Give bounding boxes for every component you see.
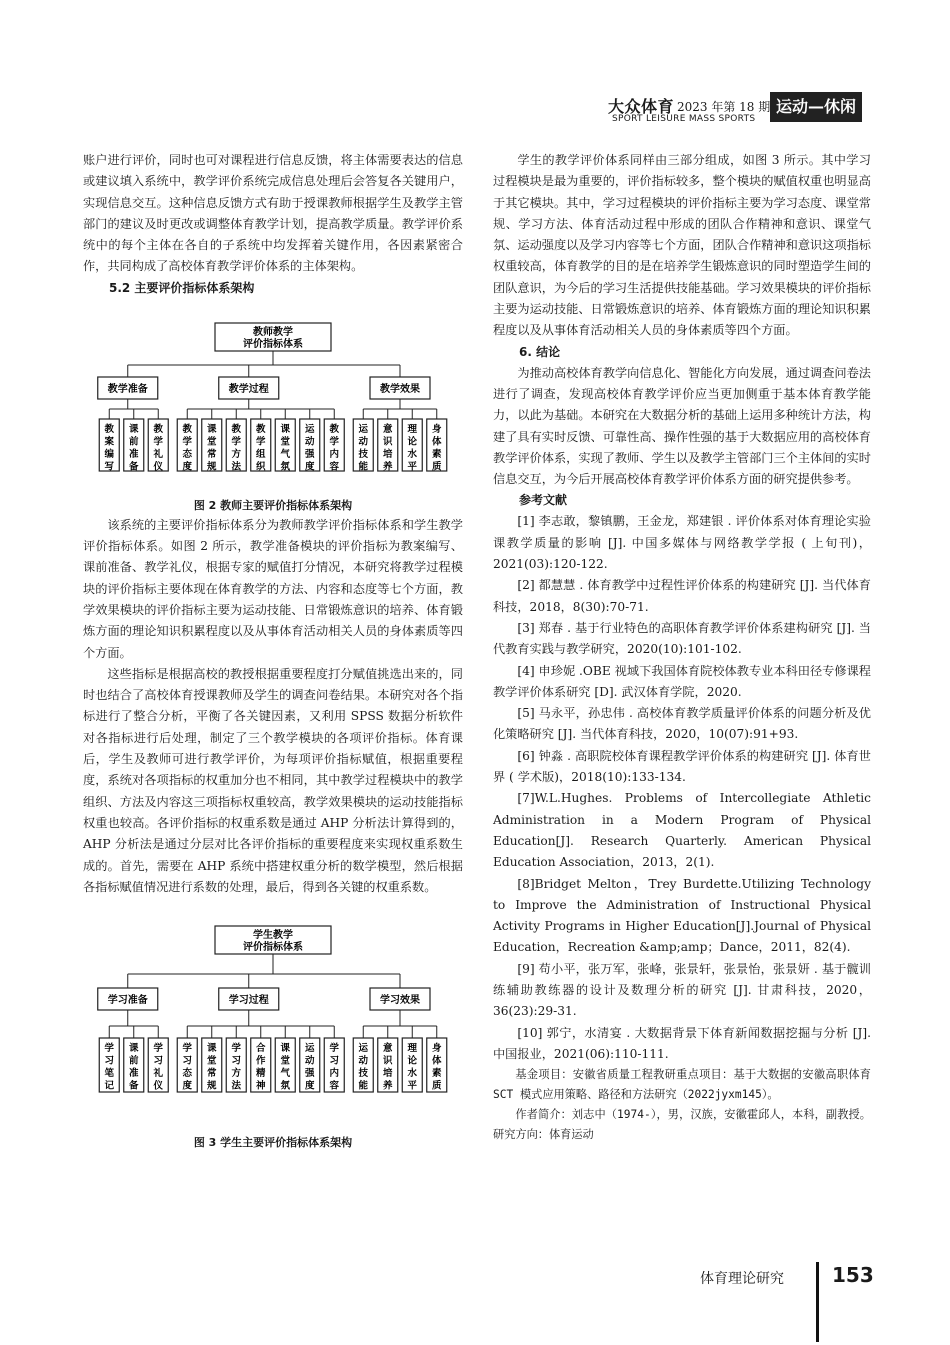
body-paragraph: 这些指标是根据高校的教授根据重要程度打分赋值挑选出来的，同时也结合了高校体育授课教师及学生的调查问卷结果。本研究对各个指标进行了整合分析，平衡了各关键因素，又利用 SPSS 数据分析软件对各指标进行后处理，制定了三个教学模块的各项评价指标。体育课后，学生及教师可进行教学评价，为每项评价指标赋值，根据重要程度，系统对各项指标的权重加分也不相同，其中教学过程模块中的教学组织、方法及内容这三项指标权重较高，教学效果模块的运动技能指标权重也较高。各评价指标的权重系数是通过 AHP 分析法计算得到的，AHP 分析法是通过分层对比各评价指标的重要程度来实现权重系数生成的。首先，需要在 AHP 系统中搭建权重分析的数学模型，然后根据各指标赋值情况进行系数的处理，最后，得到各关键的权重系数。	[83, 666, 463, 894]
leaf-node-label: 教学内容	[329, 423, 340, 473]
leaf-node-label: 合作精神	[255, 1043, 266, 1092]
leaf-node-label: 课堂常规	[206, 1043, 217, 1092]
magazine-subtitle: SPORT LEISURE MASS SPORTS	[612, 114, 756, 124]
figure-caption: 图 2 教师主要评价指标体系架构	[193, 498, 353, 512]
references-title: 参考文献	[519, 493, 568, 508]
magazine-title: 大众体育	[608, 97, 675, 116]
root-node-label: 教师教学	[253, 326, 293, 338]
footer-section-label: 体育理论研究	[700, 1271, 784, 1287]
leaf-node-label: 意识培养	[382, 1043, 393, 1092]
leaf-node-label: 学习内容	[329, 1043, 340, 1092]
leaf-node-label: 意识培养	[382, 423, 393, 473]
root-node-label: 学生教学	[253, 930, 293, 942]
student-index-tree-diagram	[83, 924, 463, 1124]
group-node-label: 学习准备	[107, 995, 148, 1007]
column-tag: 运动—休闲	[770, 92, 862, 122]
reference-item: [2] 都慧慧 . 体育教学中过程性评价体系的构建研究 [J]. 当代体育科技，2018，8(30):70-71.	[493, 578, 871, 614]
leaf-node-label: 运动强度	[304, 423, 315, 473]
body-paragraph: 为推动高校体育教学向信息化、智能化方向发展，通过调查问卷法进行了调查，发现高校体育教学评价应当更加侧重于基本体育教学能力，以此为基础。本研究在大数据分析的基础上运用多种统计方法，构建了具有实时反馈、可靠性高、操作性强的基于大数据应用的高校体育教学评价体系，实现了教师、学生以及教学主管部门三个主体间的实时信息交互，为今后开展高校体育教学评价体系方面的研究提供参考。	[493, 365, 871, 487]
reference-item: [9] 苟小平，张万军，张峰，张景轩，张景怡，张景妍 . 基于髋训练辅助教练器的设计及数理分析的研究 [J]. 甘肃科技，2020，36(23):29-31.	[493, 961, 871, 1019]
right-column	[493, 150, 871, 1145]
leaf-node-label: 身体素质	[431, 1043, 442, 1092]
section-title: 6. 结论	[519, 344, 561, 359]
section-title: 5.2 主要评价指标体系架构	[109, 280, 255, 295]
leaf-node-label: 课前准备	[128, 1043, 139, 1092]
body-paragraph: 学生的教学评价体系同样由三部分组成，如图 3 所示。其中学习过程模块是最为重要的，评价指标较多，整个模块的赋值权重也明显高于其它模块。其中，学习过程模块的评价指标主要为学习态度、课堂常规、学习方法、体育活动过程中形成的团队合作精神和意识、课堂气氛、运动强度以及学习内容等七个方面，团队合作精神和意识这项指标权重较高，体育教学的目的是在培养学生锻炼意识的同时塑造学生间的团队意识，为今后的学习生活提供技能基础。学习效果模块的评价指标主要为运动技能、日常锻炼意识的培养、体育锻炼方面的理论知识积累程度以及从事体育活动相关人员的身体素质等四个方面。	[493, 153, 871, 338]
group-node-label: 学习过程	[228, 995, 269, 1007]
leaf-node-label: 教学方法	[231, 423, 242, 473]
body-paragraph: 账户进行评价，同时也可对课程进行信息反馈，将主体需要表达的信息或建议填入系统中，教学评价系统完成信息处理后会答复各关键用户，实现信息交互。这种信息反馈方式有助于授课教师根据学生及教学主管部门的建议及时更改或调整体育教学计划，提高教学质量。教学评价系统中的每个主体在各自的子系统中均发挥着关键作用，各因素紧密合作，共同构成了高校体育教学评价体系的主体架构。	[83, 153, 463, 274]
leaf-node-label: 教案编写	[104, 423, 115, 473]
fund-note: 基金项目：安徽省质量工程教研重点项目：基于大数据的安徽高职体育 SCT 模式应用策略、路径和方法研究（2022jyxm145）。	[493, 1068, 871, 1102]
figure-caption: 图 3 学生主要评价指标体系架构	[193, 1136, 353, 1150]
leaf-node-label: 学习笔记	[104, 1043, 115, 1092]
leaf-node-label: 课堂气氛	[280, 1043, 291, 1092]
group-node-label: 教学过程	[228, 383, 269, 395]
footer-divider	[816, 1262, 819, 1342]
leaf-node-label: 学习礼仪	[153, 1043, 164, 1092]
left-column	[83, 150, 463, 1152]
reference-item: [5] 马永平，孙忠伟 . 高校体育教学质量评价体系的问题分析及优化策略研究 [J]. 当代体育科技，2020，10(07):91+93.	[493, 706, 871, 742]
leaf-node-label: 课前准备	[128, 423, 139, 473]
group-node-label: 教学效果	[380, 383, 420, 395]
group-node-label: 教学准备	[107, 383, 148, 395]
leaf-node-label: 运动强度	[304, 1043, 315, 1092]
body-paragraph: 该系统的主要评价指标体系分为教师教学评价指标体系和学生教学评价指标体系。如图 2 所示，教学准备模块的评价指标为教案编写、课前准备、教学礼仪，根据专家的赋值打分情况，本研究将教学过程模块的评价指标主要体现在体育教学的方法、内容和态度等七个方面，教学效果模块的评价指标主要为运动技能、日常锻炼意识的培养、体育锻炼方面的理论知识积累程度以及从事体育活动相关人员的身体素质等四个方面。	[83, 517, 463, 660]
reference-item: [6] 钟淼 . 高职院校体育课程教学评价体系的构建研究 [J]. 体育世界 ( 学术版)，2018(10):133-134.	[493, 748, 871, 785]
reference-item: [8]Bridget Melton，Trey Burdette.Utilizing Technology to Improve the Administration of Instructional Physical Activity Programs in Higher Education[J].Journal of Physical Education，Recreation &amp;amp；Dance，2011，82(4).	[493, 876, 871, 955]
group-node-label: 学习效果	[380, 995, 420, 1007]
reference-item: [7]W.L.Hughes. Problems of Intercollegiate Athletic Administration in a Modern Program of Physical Education[J]. Research Quarterly. American Physical Education Association，2013，2(1).	[493, 791, 871, 870]
leaf-node-label: 学习方法	[231, 1043, 242, 1092]
leaf-node-label: 教学礼仪	[153, 423, 164, 473]
leaf-node-label: 身体素质	[431, 423, 442, 473]
leaf-node-label: 理论水平	[407, 423, 418, 473]
leaf-node-label: 学习态度	[182, 1043, 193, 1092]
leaf-node-label: 教学态度	[182, 423, 193, 473]
leaf-node-label: 教学组织	[255, 423, 266, 473]
leaf-node-label: 理论水平	[407, 1043, 418, 1092]
figure-2	[83, 315, 463, 515]
leaf-node-label: 课堂气氛	[280, 423, 291, 473]
references-list	[493, 511, 871, 1065]
reference-item: [1] 李志敢，黎镇鹏，王金龙，郑建银 . 评价体系对体育理论实验课教学质量的影响 [J]. 中国多媒体与网络教学学报 ( 上旬刊)，2021(03):120-122.	[493, 514, 871, 572]
reference-item: [3] 郑春 . 基于行业特色的高职体育教学评价体系建构研究 [J]. 当代教育实践与教学研究，2020(10):101-102.	[493, 620, 871, 657]
leaf-node-label: 课堂常规	[206, 423, 217, 473]
reference-item: [10] 郭宁，水清宴 . 大数据背景下体育新闻数据挖掘与分析 [J]. 中国报业，2021(06):110-111.	[493, 1025, 871, 1061]
leaf-node-label: 运动技能	[358, 1043, 369, 1092]
root-node-label: 评价指标体系	[243, 942, 303, 954]
issue-number: 2023 年第 18 期	[677, 100, 771, 114]
reference-item: [4] 申珍妮 .OBE 视域下我国体育院校体教专业本科田径专修课程教学评价体系研究 [D]. 武汉体育学院，2020.	[493, 663, 871, 699]
root-node-label: 评价指标体系	[243, 338, 303, 350]
figure-3	[83, 924, 463, 1152]
author-note: 作者简介：刘志中（1974-），男，汉族，安徽霍邱人，本科，副教授。研究方向：体育运动	[493, 1108, 871, 1142]
page-number: 153	[832, 1263, 874, 1287]
teacher-index-tree-diagram	[83, 315, 463, 493]
leaf-node-label: 运动技能	[358, 423, 369, 473]
